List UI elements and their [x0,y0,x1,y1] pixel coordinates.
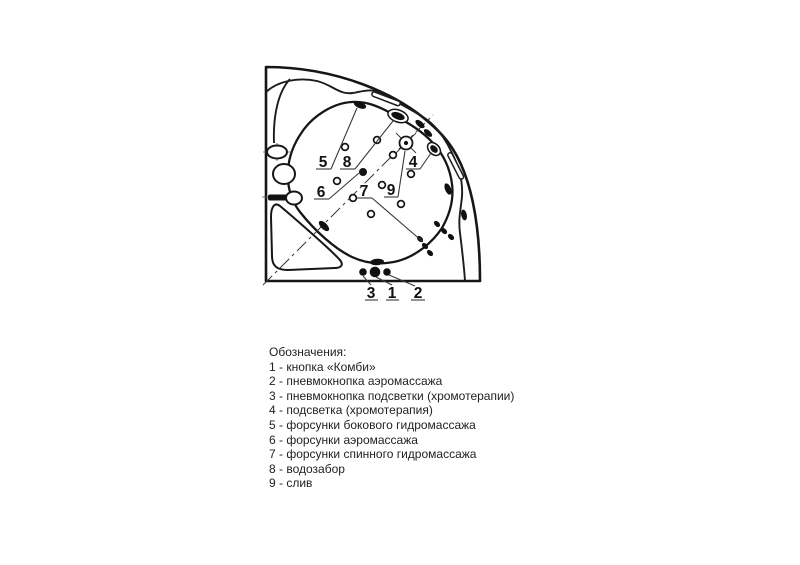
legend-item: 7 - форсунки спинного гидромассажа [269,447,477,462]
legend-item: 9 - слив [269,476,313,491]
spout-outlet-icon [286,192,302,205]
aero-jet [342,144,349,151]
diverter-knob-icon [273,164,295,184]
aero-jet [350,195,357,202]
callout-6: 6 [316,184,326,201]
light-button [359,268,367,276]
aero-jet [379,182,386,189]
legend-item: 3 - пневмокнопка подсветки (хромотерапии) [269,388,515,403]
legend-item: 5 - форсунки бокового гидромассажа [269,417,476,432]
drain-center [404,141,408,145]
callout-7: 7 [359,183,369,200]
aero-jet [408,171,415,178]
aero-jet [390,152,397,159]
aero-jet [398,201,405,208]
callout-4: 4 [408,154,418,171]
legend-item: 6 - форсунки аэромассажа [269,432,418,447]
callout-9: 9 [386,182,396,199]
callout-3: 3 [366,285,376,302]
callout-2: 2 [413,285,423,302]
legend [269,345,514,491]
faucet-handle-icon [267,146,287,159]
aero-jet-filled [359,168,367,176]
aero-jet [368,211,375,218]
legend-title: Обозначения: [269,345,347,359]
callout-5: 5 [318,154,328,171]
combi-button [370,267,381,278]
aero-button [383,268,391,276]
legend-item: 8 - водозабор [269,461,345,476]
drain [396,133,416,153]
spout-icon [268,195,288,201]
callout-1: 1 [387,285,397,302]
legend-item: 2 - пневмокнопка аэромассажа [269,374,443,389]
callout-8: 8 [342,154,352,171]
legend-item: 4 - подсветка (хромотерапия) [269,403,433,418]
aero-jet [334,178,341,185]
legend-item: 1 - кнопка «Комби» [269,359,376,374]
